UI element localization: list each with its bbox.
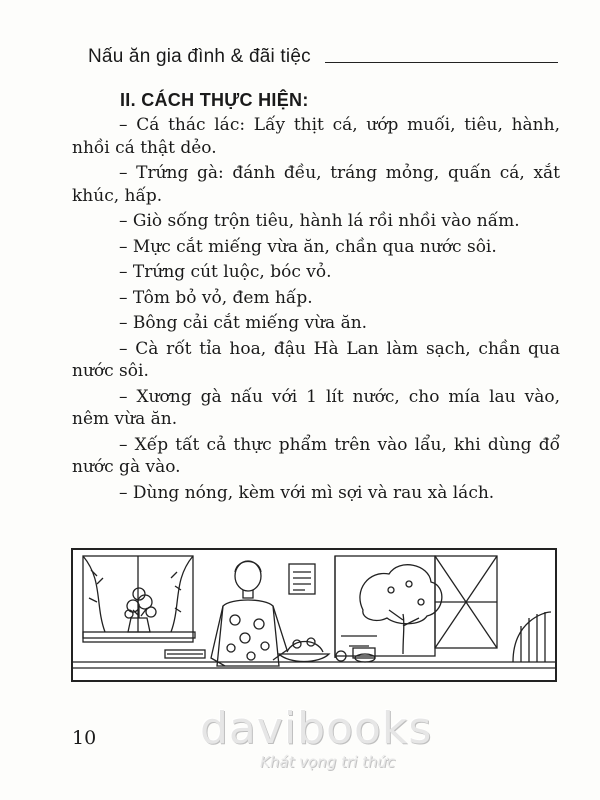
section-heading: II. CÁCH THỰC HIỆN: [120,90,309,110]
watermark-brand: davibooks [200,703,433,754]
step-6: – Tôm bỏ vỏ, đem hấp. [119,287,313,308]
header-rule [325,62,558,63]
running-header [88,40,558,68]
step-4: – Mực cắt miếng vừa ăn, chần qua nước sôi. [119,236,497,257]
step-8: – Cà rốt tỉa hoa, đậu Hà Lan làm sạch, chần qua nước sôi. [72,338,560,381]
kitchen-scene-drawing [73,550,555,680]
page-number: 10 [72,727,97,749]
step-11: – Dùng nóng, kèm với mì sợi và rau xà lách. [119,482,495,503]
watermark-tagline: Khát vọng tri thức [260,753,396,771]
step-9: – Xương gà nấu với 1 lít nước, cho mía lau vào, nêm vừa ăn. [72,386,560,429]
step-2: – Trứng gà: đánh đều, tráng mỏng, quấn cá, xắt khúc, hấp. [72,163,560,206]
step-7: – Bông cải cắt miếng vừa ăn. [119,313,368,333]
step-5: – Trứng cút luộc, bóc vỏ. [119,262,332,282]
step-3: – Giò sống trộn tiêu, hành lá rồi nhồi vào nấm. [119,211,520,231]
book-title: Nấu ăn gia đình & đãi tiệc [88,46,311,67]
step-1: – Cá thác lác: Lấy thịt cá, ướp muối, tiêu, hành, nhồi cá thật dẻo. [72,115,560,158]
kitchen-illustration [71,548,557,682]
instruction-steps [72,114,560,507]
publisher-watermark [200,703,460,771]
step-10: – Xếp tất cả thực phẩm trên vào lẩu, khi dùng đổ nước gà vào. [72,434,560,477]
